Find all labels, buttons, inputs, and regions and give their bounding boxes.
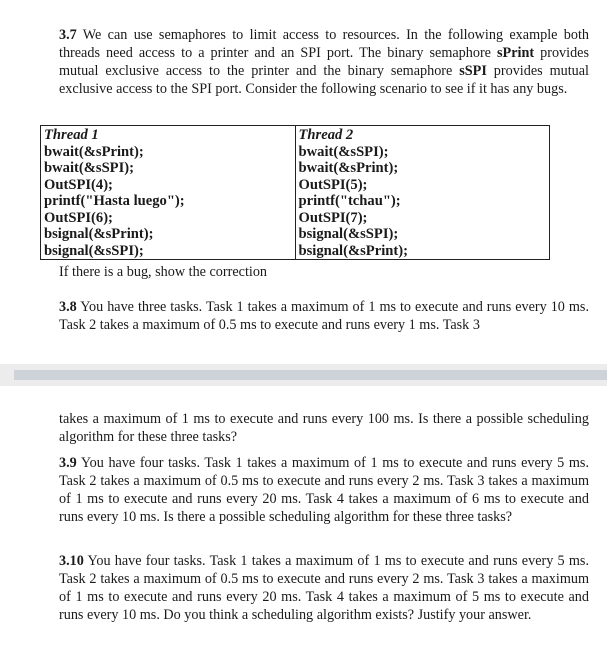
thread-2-line: printf("tchau"); <box>298 193 401 209</box>
thread-1-line: bwait(&sSPI); <box>44 160 134 176</box>
thread-2-line: bsignal(&sSPI); <box>298 226 399 242</box>
thread-1-line: OutSPI(6); <box>44 209 113 226</box>
thread-1-header: Thread 1 <box>44 127 99 143</box>
question-3-7-prompt: 3.7 We can use semaphores to limit access to resources. In the following example both threads need access to a printer and an SPI port. The binary semaphore sPrint provides mutual exclusive access to the printer and the binary semaphore sSPI provides mutual exclusive access to the SPI port. Consider the following scenario to see if it has any bugs. <box>59 27 589 97</box>
thread-1-column <box>41 126 296 260</box>
page-break-divider <box>0 364 607 386</box>
page-2 <box>0 386 607 666</box>
thread-1-line: printf("Hasta luego"); <box>44 193 185 209</box>
thread-2-line: OutSPI(7); <box>298 209 368 226</box>
question-3-10-number: 3.10 <box>59 553 84 569</box>
thread-1-line: bwait(&sPrint); <box>44 143 144 160</box>
question-3-7-number: 3.7 <box>59 27 77 43</box>
question-3-8-prompt-part-2: takes a maximum of 1 ms to execute and runs every 100 ms. Is there a possible scheduling algorithm for these three tasks? <box>59 411 589 445</box>
thread-1-line: bsignal(&sSPI); <box>44 242 144 259</box>
question-3-8-prompt-part-1: 3.8 You have three tasks. Task 1 takes a maximum of 1 ms to execute and runs every 10 ms. Task 2 takes a maximum of 0.5 ms to execute and runs every 1 ms. Task 3 <box>59 299 589 333</box>
thread-2-line: bsignal(&sPrint); <box>298 242 408 259</box>
thread-1-line: bsignal(&sPrint); <box>44 226 154 242</box>
thread-2-column <box>295 126 550 260</box>
thread-table <box>40 125 550 260</box>
semaphore-sprint: sPrint <box>497 45 535 61</box>
thread-2-line: OutSPI(5); <box>298 176 368 193</box>
thread-2-line: bwait(&sPrint); <box>298 160 399 176</box>
correction-note: If there is a bug, show the correction <box>59 264 268 280</box>
thread-1-line: OutSPI(4); <box>44 176 113 193</box>
question-3-10-prompt: 3.10 You have four tasks. Task 1 takes a maximum of 1 ms to execute and runs every 5 ms. Task 2 takes a maximum of 0.5 ms to execute and runs every 2 ms. Task 3 takes a maximum of 1 ms to execute and runs every 20 ms. Task 4 takes a maximum of 5 ms to execute and runs every 10 ms. Do you think a scheduling algorithm exists? Justify your answer. <box>59 553 589 623</box>
question-3-9-prompt: 3.9 You have four tasks. Task 1 takes a maximum of 1 ms to execute and runs every 5 ms. Task 2 takes a maximum of 0.5 ms to execute and runs every 2 ms. Task 3 takes a maximum of 1 ms to execute and runs every 20 ms. Task 4 takes a maximum of 6 ms to execute and runs every 10 ms. Is there a possible scheduling algorithm for these three tasks? <box>59 455 589 525</box>
page-break-bar <box>14 370 607 380</box>
thread-2-line: bwait(&sSPI); <box>298 143 389 160</box>
semaphore-sspi: sSPI <box>459 63 487 79</box>
question-3-9-number: 3.9 <box>59 455 77 471</box>
question-3-8-number: 3.8 <box>59 299 77 315</box>
thread-2-header: Thread 2 <box>298 127 354 143</box>
